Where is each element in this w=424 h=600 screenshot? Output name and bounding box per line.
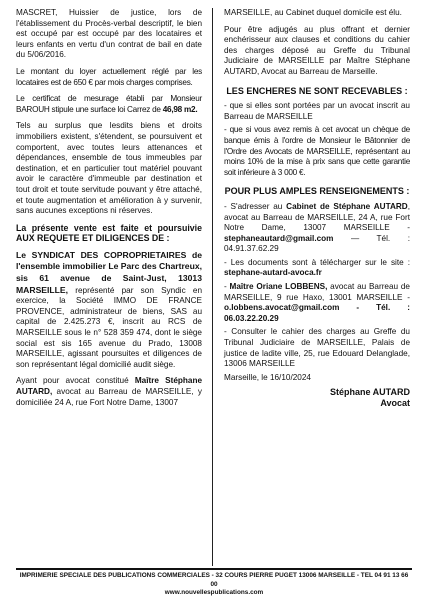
bids-heading: LES ENCHERES NE SONT RECEVABLES : (226, 85, 408, 96)
occupancy-paragraph: MASCRET, Huissier de justice, lors de l'établissement du Procès-verbal descriptif, le bien est occupé par est occupé par des locataires et leurs enfants en vertu d'un contrat de bail en date du 5/06/2016. (16, 8, 202, 60)
domicile-paragraph: MARSEILLE, au Cabinet duquel domicile est élu. (224, 8, 402, 17)
info-second-lawyer (224, 282, 410, 324)
website-link[interactable]: stephane-autard-avoca.fr (224, 268, 322, 278)
printer-footer (16, 568, 412, 596)
info-cabinet-intro: - S'adresser au (224, 201, 287, 211)
lawyer-address: avocat au Barreau de MARSEILLE, y domiciliée 24 A, rue Fort Notre Dame, 13007 (16, 387, 202, 407)
creditor-details: représenté par son Syndic en exercice, la Société IMMO DE FRANCE PROVENCE, administrateur de biens, SAS au capital de 2.425.273 €, inscrit au RCS de MARSEILLE sous le n° 528 359 474, dont le siège social est sis 165 avenue du Prado, 13008 MARSEILLE, agissant poursuites et diligences de son représentant légal domicilié audit siège. (16, 285, 202, 369)
info-website (224, 258, 410, 279)
creditor-name: Le SYNDICAT DES COPROPRIETAIRES de l'ensemble immobilier Le Parc des Chartreux, sis 61 avenue de Saint-Just, 13013 MARSEILLE, (16, 249, 202, 295)
info-registry: - Consulter le cahier des charges au Greffe du Tribunal Judiciaire de MARSEILLE, Palais de justice de ladite ville, 25, rue Edouard Delanglade, 13006 MARSEILLE (224, 327, 410, 369)
cabinet-name: Cabinet de Stéphane AUTARD (286, 201, 408, 211)
signature-name: Stéphane AUTARD (329, 387, 410, 398)
info-list (224, 202, 410, 370)
creditor-paragraph (16, 250, 202, 371)
surface-value: 46,98 m2. (162, 104, 198, 114)
rent-paragraph: Le montant du loyer actuellement réglé par les locataires est de 650 € par mois charges comprises. (16, 66, 202, 87)
second-lawyer-name: Maître Oriane LOBBENS, (229, 282, 328, 292)
notice-date: Marseille, le 16/10/2024 (224, 372, 311, 382)
bid-condition-2: - que si vous avez remis à cet avocat un chèque de banque émis à l'ordre de Monsieur le Bâtonnier de l'Ordre des Avocats de MARSEILLE, représentant au moins 10% de la mise à prix sans que cette garantie soit inférieure à 3 000 €. (224, 125, 410, 177)
bid-condition-1: - que si elles sont portées par un avocat inscrit au Barreau de MARSEILLE (224, 101, 410, 121)
legal-notice (16, 8, 412, 576)
surface-paragraph (16, 94, 202, 115)
info-cabinet (224, 202, 410, 255)
lawyer-intro: Ayant pour avocat constitué (16, 376, 135, 386)
right-column (224, 8, 410, 568)
cabinet-address: , avocat au Barreau de MARSEILLE, 24 A, rue Fort Notre Dame, 13007 MARSEILLE - (224, 201, 410, 233)
printer-website[interactable]: www.nouvellespublications.com (164, 589, 264, 596)
website-intro: - Les documents sont à télécharger sur le site : (224, 257, 410, 267)
bids-conditions (224, 101, 410, 178)
second-lawyer-contact[interactable]: o.lobbens.avocat@gmail.com - Tél. : 06.03.22.20.29 (224, 303, 410, 323)
proceedings-heading: La présente vente est faite et poursuivie AUX REQUETE ET DILIGENCES DE : (16, 222, 202, 244)
lawyer-name: Maître Stéphane AUTARD, (16, 376, 203, 396)
left-column (16, 8, 202, 568)
property-description-paragraph: Tels au surplus que lesdits biens et droits immobiliers existent, s'étendent, se poursuivent et comportent, avec toutes leurs attenances et dépendances, ensemble de tous immeubles par destination, et en particulier tout matériel pouvant avoir le caractère d'immeuble par destination et tout droit et toute servitude pouvant y être attaché, et toute augmentation et amélioration à y survenir, sans aucunes exceptions ni réserves. (16, 121, 202, 216)
info-heading: POUR PLUS AMPLES RENSEIGNEMENTS : (224, 186, 410, 197)
second-lawyer-address: avocat au Barreau de MARSEILLE, 9 rue Haxo, 13001 MARSEILLE - (224, 282, 410, 302)
second-lawyer-dash: - (224, 282, 230, 292)
surface-text: Le certificat de mesurage établi par Monsieur BAROUH stipule une surface loi Carrez de (16, 94, 202, 114)
column-divider (212, 8, 213, 566)
signature-title: Avocat (380, 398, 410, 409)
cabinet-phone: — Tél. : 04.91.37.62.29 (224, 233, 410, 254)
adjudication-paragraph: Pour être adjugés au plus offrant et dernier enchérisseur aux clauses et conditions du cahier des charges déposé au Greffe du Tribunal Judiciaire de MARSEILLE par Maître Stéphane AUTARD, Avocat au Barreau de Marseille. (224, 24, 410, 76)
cabinet-email[interactable]: stephaneautard@gmail.com (224, 233, 334, 243)
printer-address: IMPRIMERIE SPECIALE DES PUBLICATIONS COMMERCIALES - 32 COURS PIERRE PUGET 13006 MARSEILLE - TEL 04 91 13 66 00 (19, 572, 409, 588)
lawyer-paragraph (16, 376, 202, 408)
